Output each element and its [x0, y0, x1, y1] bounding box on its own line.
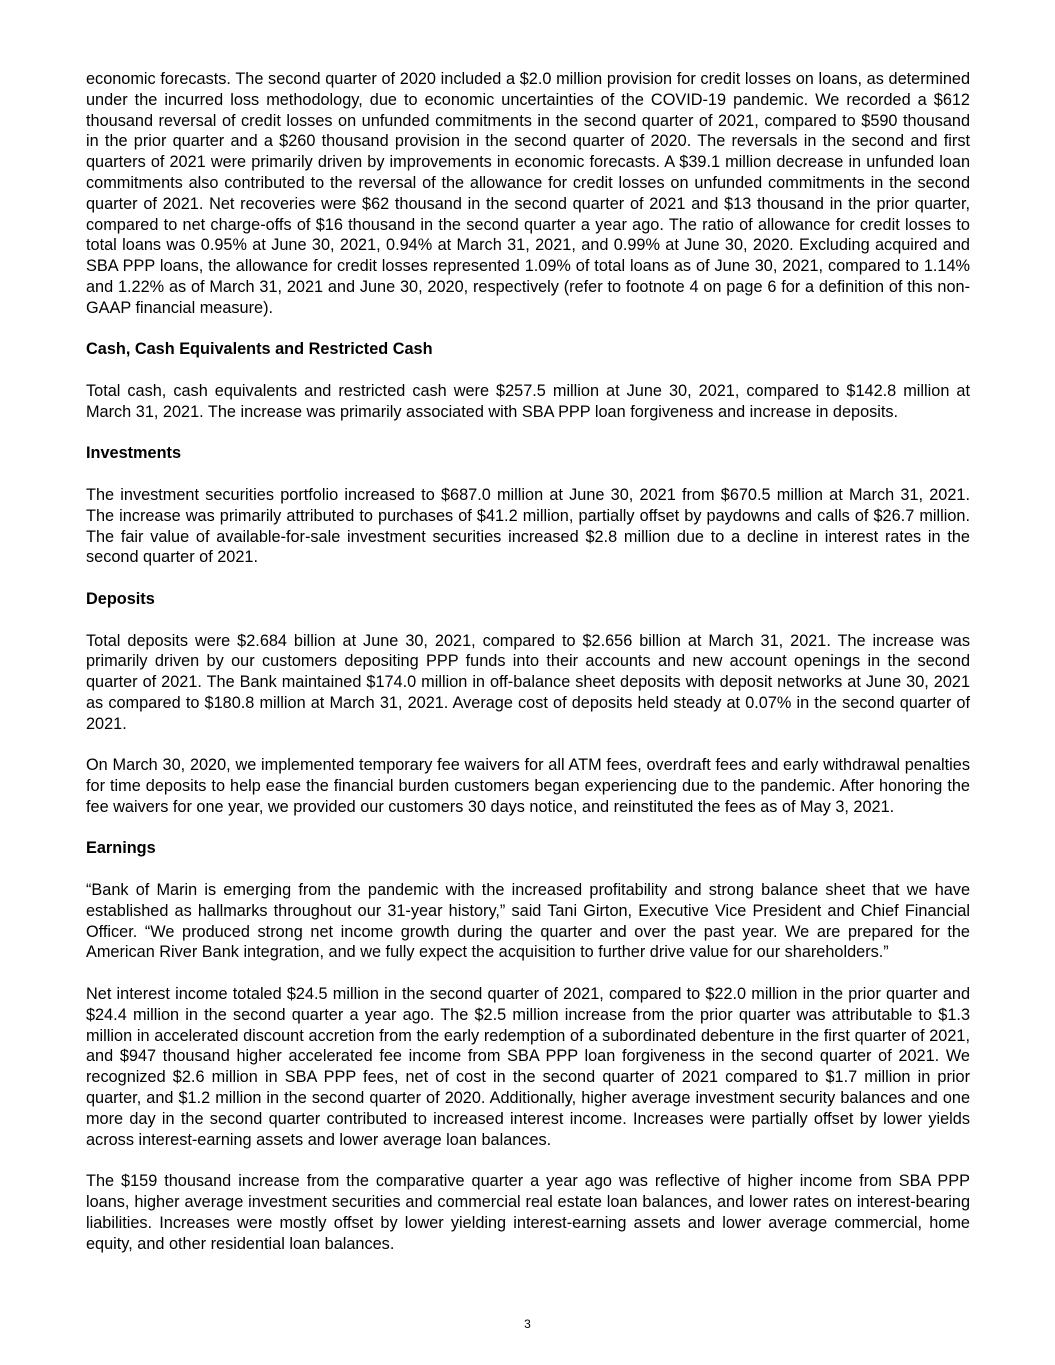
paragraph-cash: Total cash, cash equivalents and restricted cash were $257.5 million at June 30, 2021, compared to $142.8 million at March 31, 2021. The increase was primarily associated with SBA PPP loan forgiveness and increase in deposits.: [86, 381, 970, 421]
paragraph-earnings-net-interest: Net interest income totaled $24.5 million in the second quarter of 2021, compared to $22.0 million in the prior quarter and $24.4 million in the second quarter a year ago. The $2.5 million increase from the prior quarter was attributable to $1.3 million in accelerated discount accretion from the early redemption of a subordinated debenture in the first quarter of 2021, and $947 thousand higher accelerated fee income from SBA PPP loan forgiveness in the second quarter of 2021. We recognized $2.6 million in SBA PPP fees, net of cost in the second quarter of 2021 compared to $1.7 million in prior quarter, and $1.2 million in the second quarter of 2020. Additionally, higher average investment security balances and one more day in the second quarter contributed to increased interest income. Increases were partially offset by lower yields across interest-earning assets and lower average loan balances.: [86, 985, 970, 1149]
paragraph-allowance-credit-losses: economic forecasts. The second quarter of 2020 included a $2.0 million provision for credit losses on loans, as determined under the incurred loss methodology, due to economic uncertainties of the COVID-19 pandemic. We recorded a $612 thousand reversal of credit losses on unfunded commitments in the second quarter of 2021, compared to $590 thousand in the prior quarter and a $260 thousand provision in the second quarter of 2020. The reversals in the second and first quarters of 2021 were primarily driven by improvements in economic forecasts. A $39.1 million decrease in unfunded loan commitments also contributed to the reversal of the allowance for credit losses on unfunded commitments in the second quarter of 2021. Net recoveries were $62 thousand in the second quarter of 2021 and $13 thousand in the prior quarter, compared to net charge-offs of $16 thousand in the second quarter a year ago. The ratio of allowance for credit losses to total loans was 0.95% at June 30, 2021, 0.94% at March 31, 2021, and 0.99% at June 30, 2020. Excluding acquired and SBA PPP loans, the allowance for credit losses represented 1.09% of total loans as of June 30, 2021, compared to 1.14% and 1.22% as of March 31, 2021 and June 30, 2020, respectively (refer to footnote 4 on page 6 for a definition of this non-GAAP financial measure).: [86, 70, 970, 317]
paragraph-investments: The investment securities portfolio increased to $687.0 million at June 30, 2021 from $670.5 million at March 31, 2021. The increase was primarily attributed to purchases of $41.2 million, partially offset by paydowns and calls of $26.7 million. The fair value of available-for-sale investment securities increased $2.8 million due to a decline in interest rates in the second quarter of 2021.: [86, 485, 970, 567]
paragraph-earnings-comparative: The $159 thousand increase from the comparative quarter a year ago was reflective of higher income from SBA PPP loans, higher average investment securities and commercial real estate loan balances, and lower rates on interest-bearing liabilities. Increases were mostly offset by lower yielding interest-earning assets and lower average commercial, home equity, and other residential loan balances.: [86, 1172, 970, 1253]
paragraph-deposits-2: On March 30, 2020, we implemented temporary fee waivers for all ATM fees, overdraft fees and early withdrawal penalties for time deposits to help ease the financial burden customers began experiencing due to the pandemic. After honoring the fee waivers for one year, we provided our customers 30 days notice, and reinstituted the fees as of May 3, 2021.: [86, 756, 970, 816]
heading-investments: Investments: [86, 444, 182, 463]
page-number: 3: [524, 1317, 531, 1331]
paragraph-deposits-1: Total deposits were $2.684 billion at June 30, 2021, compared to $2.656 billion at March 31, 2021. The increase was primarily driven by our customers depositing PPP funds into their accounts and new account openings in the second quarter of 2021. The Bank maintained $174.0 million in off-balance sheet deposits with deposit networks at June 30, 2021 as compared to $180.8 million at March 31, 2021. Average cost of deposits held steady at 0.07% in the second quarter of 2021.: [86, 631, 970, 733]
heading-deposits: Deposits: [86, 589, 155, 608]
document-body: [86, 69, 970, 1275]
paragraph-earnings-quote: “Bank of Marin is emerging from the pandemic with the increased profitability and strong balance sheet that we have established as hallmarks throughout our 31-year history,” said Tani Girton, Executive Vice President and Chief Financial Officer. “We produced strong net income growth during the quarter and over the past year. We are prepared for the American River Bank integration, and we fully expect the acquisition to further drive value for our shareholders.”: [86, 881, 970, 962]
heading-cash: Cash, Cash Equivalents and Restricted Cash: [86, 340, 433, 359]
heading-earnings: Earnings: [86, 839, 156, 858]
